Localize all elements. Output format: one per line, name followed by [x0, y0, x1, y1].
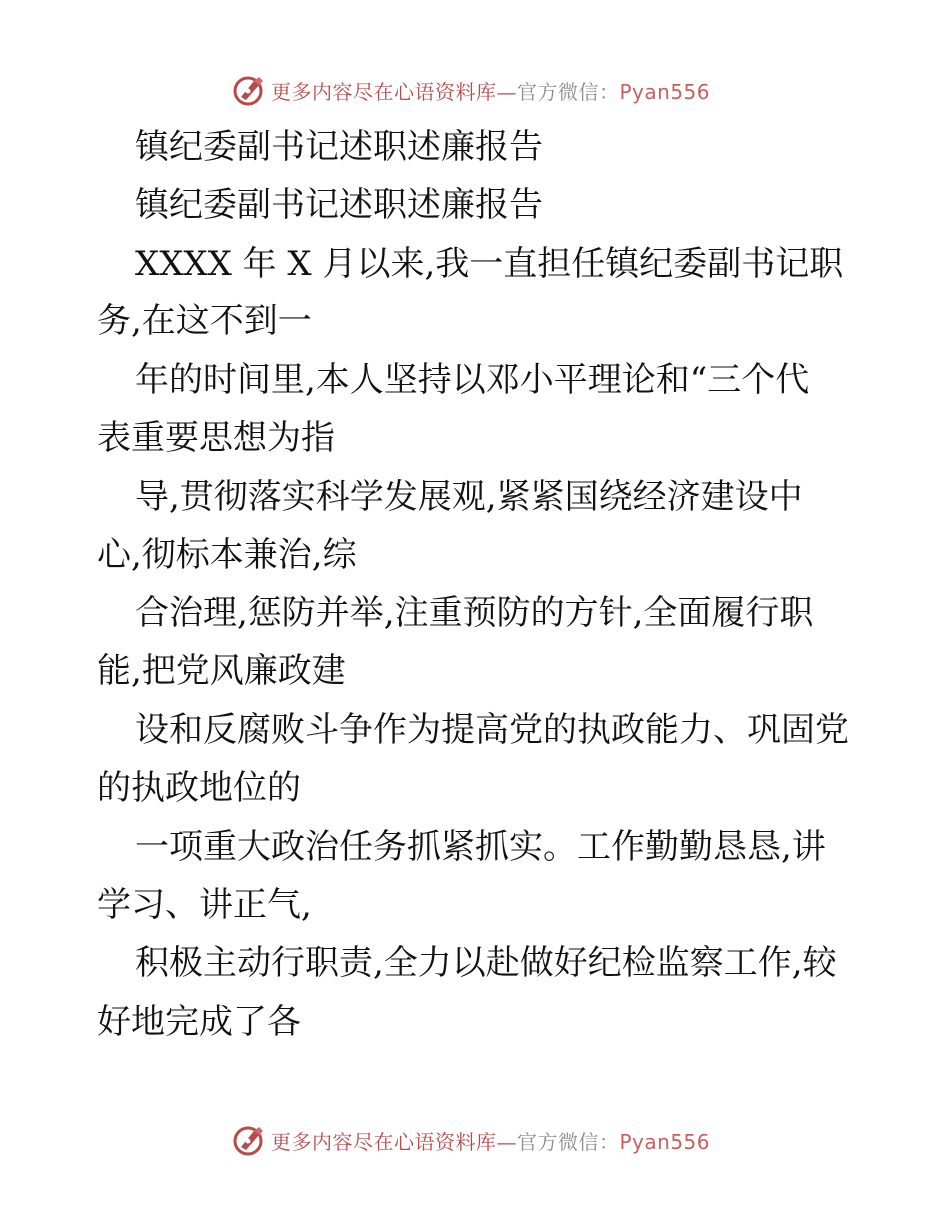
banner-account: Pyan556: [619, 79, 711, 104]
paragraph-line: 年的时间里,本人坚持以邓小平理论和“三个代: [135, 360, 810, 400]
paragraph-line: 积极主动行职责,全力以赴做好纪检监察工作,较: [135, 943, 837, 983]
paragraph-line: 的执政地位的: [97, 768, 301, 808]
header-banner: [0, 70, 950, 110]
banner-prefix: 更多内容尽在心语资料库: [271, 1129, 497, 1154]
paragraph-line: 能,把党风廉政建: [97, 651, 346, 691]
document-title: 镇纪委副书记述职述廉报告: [135, 127, 543, 167]
footer-banner: [0, 1120, 950, 1160]
document-subtitle: 镇纪委副书记述职述廉报告: [135, 185, 543, 225]
footer-banner-content: [232, 1120, 710, 1160]
paragraph-line: 导,贯彻落实科学发展观,紧紧国绕经济建设中: [135, 477, 803, 517]
banner-official-label: 官方微信：: [517, 79, 620, 104]
paragraph-line: 合治理,惩防并举,注重预防的方针,全面履行职: [135, 593, 814, 633]
header-banner-content: [232, 70, 710, 110]
paragraph-line: 一项重大政治任务抓紧抓实。工作勤勤恳恳,讲: [135, 827, 826, 867]
header-banner-text: [271, 76, 710, 105]
paragraph-line: 好地完成了各: [97, 1002, 301, 1042]
banner-dash: —: [496, 1129, 517, 1154]
banner-account: Pyan556: [619, 1129, 711, 1154]
banner-prefix: 更多内容尽在心语资料库: [271, 79, 497, 104]
paragraph-line: 表重要思想为指: [97, 418, 335, 458]
paragraph-line: 心,彻标本兼治,综: [97, 535, 357, 575]
paragraph-line: 务,在这不到一: [97, 301, 312, 341]
pen-nib-logo-icon: [232, 1123, 266, 1157]
paragraph-line: XXXX 年 X 月以来,我一直担任镇纪委副书记职: [135, 244, 844, 284]
paragraph-line: 学习、讲正气,: [97, 885, 312, 925]
paragraph-line: 设和反腐败斗争作为提高党的执政能力、巩固党: [135, 710, 849, 750]
banner-official-label: 官方微信：: [517, 1129, 620, 1154]
banner-dash: —: [496, 79, 517, 104]
footer-banner-text: [271, 1126, 710, 1155]
pen-nib-logo-icon: [232, 73, 266, 107]
